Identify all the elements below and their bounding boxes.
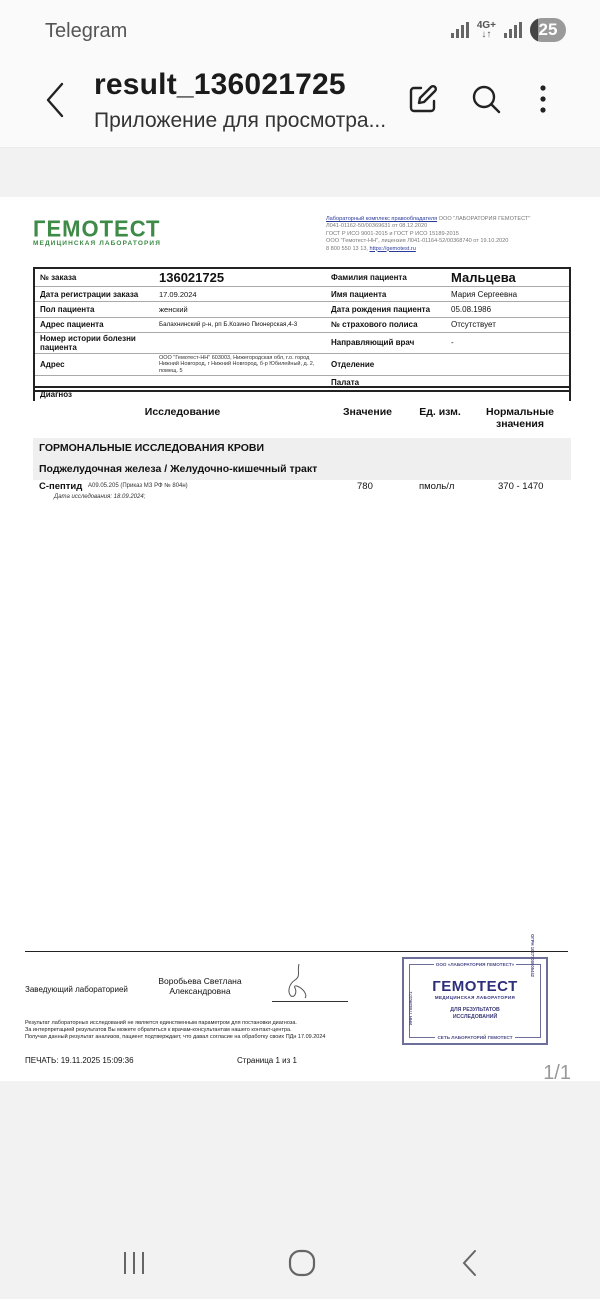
subcategory-heading: Поджелудочная железа / Желудочно-кишечный тракт bbox=[33, 459, 571, 480]
lab-info-link[interactable]: Лабораторный комплекс правообладателя bbox=[326, 216, 438, 222]
page-count: Страница 1 из 1 bbox=[237, 1056, 297, 1065]
col-header-unit: Ед. изм. bbox=[419, 406, 461, 418]
signer-role: Заведующий лабораторией bbox=[25, 985, 128, 994]
signal-icon-2 bbox=[504, 22, 522, 38]
test-code: A09.05.205 (Приказ МЗ РФ № 804н) bbox=[88, 483, 188, 489]
table-row: Палата bbox=[331, 378, 360, 388]
document-title: result_136021725 bbox=[94, 68, 346, 101]
top-app-bar bbox=[0, 0, 600, 148]
network-icon: 4G+ ↓↑ bbox=[476, 20, 496, 40]
website-link[interactable]: https://gemotest.ru bbox=[369, 245, 416, 252]
pdf-page[interactable] bbox=[0, 197, 600, 1081]
recents-icon[interactable] bbox=[114, 1243, 154, 1283]
table-row: Пол пациента женский Дата рождения пациента 05.08.1986 bbox=[34, 302, 570, 317]
table-row: Номер истории болезни пациента Направляющий врач - bbox=[34, 332, 570, 353]
battery-icon: 25 bbox=[530, 18, 566, 42]
order-number: 136021725 bbox=[154, 268, 326, 287]
col-header-test: Исследование bbox=[144, 406, 221, 418]
table-row: Дата регистрации заказа 17.09.2024 Имя пациента Мария Сергеевна bbox=[34, 287, 570, 302]
document-subtitle: Приложение для просмотра... bbox=[94, 109, 387, 132]
table-row: Адрес ООО "Гемотест-НН" 603003, Нижегородская обл, г.о. город Нижний Новгород, г Нижний Новгород, б-р Юбилейный, д. 2, помещ. 5 Отделение bbox=[34, 353, 570, 375]
diagnosis-field: Диагноз bbox=[33, 386, 571, 401]
lab-stamp: ООО «ЛАБОРАТОРИЯ ГЕМОТЕСТ» ГЕМОТЕСТ МЕДИЦИНСКАЯ ЛАБОРАТОРИЯ ДЛЯ РЕЗУЛЬТАТОВ ИССЛЕДОВАНИЙ ИНН 7708390371 ОГРН 1027700005442 СЕТЬ ЛАБОРАТОРИЙ ГЕМОТЕСТ bbox=[402, 957, 548, 1045]
footer-divider bbox=[25, 951, 568, 952]
system-nav-bar bbox=[0, 1225, 600, 1299]
test-unit: пмоль/л bbox=[419, 481, 455, 492]
signature-line bbox=[272, 1001, 348, 1002]
table-row: Адрес пациента Балахнинский р-н, рп Б.Козино Пионерская,4-3 № страхового полиса Отсутствует bbox=[34, 317, 570, 332]
back-arrow-icon[interactable] bbox=[40, 80, 70, 120]
edit-icon[interactable] bbox=[406, 82, 440, 116]
home-icon[interactable] bbox=[282, 1243, 322, 1283]
lab-logo: ГЕМОТЕСТ МЕДИЦИНСКАЯ ЛАБОРАТОРИЯ bbox=[33, 215, 161, 247]
test-value: 780 bbox=[357, 481, 373, 492]
patient-surname: Мальцева bbox=[446, 268, 570, 287]
signal-icon bbox=[451, 22, 469, 38]
status-app-name: Telegram bbox=[45, 20, 128, 42]
search-icon[interactable] bbox=[469, 82, 503, 116]
table-row: № заказа 136021725 Фамилия пациента Мальцева bbox=[34, 268, 570, 287]
test-date: Дата исследования: 18.09.2024; bbox=[54, 494, 146, 500]
test-norm: 370 - 1470 bbox=[498, 481, 544, 492]
disclaimer: Результат лабораторных исследований не является единственным параметром для постановки диагноза. За интерпретацией результатов Вы можете обратиться к врачам-консультантам нашего контакт-центра. Получая данный результат анализов, пациент подтверждает, что давал согласие на обработку своих ПДн 17.09.2024 bbox=[25, 1020, 326, 1040]
back-icon[interactable] bbox=[450, 1243, 490, 1283]
print-timestamp: ПЕЧАТЬ: 19.11.2025 15:09:36 bbox=[25, 1056, 134, 1065]
status-icons bbox=[451, 18, 566, 42]
lab-info: Лабораторный комплекс правообладателя ООО "ЛАБОРАТОРИЯ ГЕМОТЕСТ" Л041-01162-50/00369631 от 08.12.2020 ГОСТ Р ИСО 9001-2015 и ГОСТ Р ИСО 15189-2015 ООО "Гемотест-НН", лицензия Л041-01164-52/00368740 от 19.10.2020 8 800 550 13 13, https://gemotest.ru bbox=[326, 216, 531, 252]
test-name: С-пептид bbox=[39, 481, 83, 492]
patient-info-table bbox=[33, 267, 571, 392]
category-heading: ГОРМОНАЛЬНЫЕ ИССЛЕДОВАНИЯ КРОВИ bbox=[33, 438, 571, 459]
col-header-value: Значение bbox=[342, 406, 393, 418]
col-header-norm: Нормальные значения bbox=[485, 406, 554, 430]
signer-name: Воробьева Светлана Александровна bbox=[158, 976, 242, 996]
more-vert-icon[interactable] bbox=[526, 82, 560, 116]
page-indicator: 1/1 bbox=[543, 1062, 571, 1084]
